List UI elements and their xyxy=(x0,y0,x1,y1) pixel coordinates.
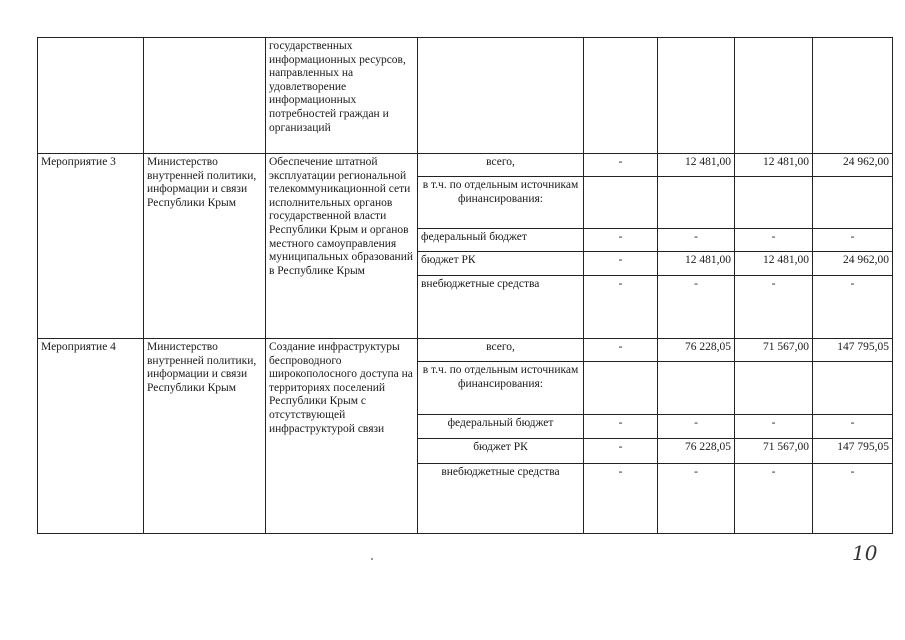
value-cell: - xyxy=(735,229,813,252)
continuation-description: государственных информационных ресурсов, направленных на удовлетворение информационных потребностей граждан и организаций xyxy=(266,38,418,154)
event-executor: Министерство внутренней политики, информации и связи Республики Крым xyxy=(144,339,266,534)
value-cell: 12 481,00 xyxy=(735,252,813,276)
value-cell: - xyxy=(584,229,658,252)
event-description: Создание инфраструктуры беспроводного широкополосного доступа на территориях поселений Республики Крым с отсутствующей инфраструктурой связи xyxy=(266,339,418,534)
value-cell: - xyxy=(658,229,735,252)
source-cell: в т.ч. по отдельным источникам финансирования: xyxy=(418,362,584,415)
source-cell: федеральный бюджет xyxy=(418,229,584,252)
event-description: Обеспечение штатной эксплуатации региональной телекоммуникационной сети исполнительных органов государственной власти Республики Крым и органов местного самоуправления муниципальных образований в Республике Крым xyxy=(266,154,418,339)
value-cell: - xyxy=(584,439,658,464)
source-cell: внебюджетные средства xyxy=(418,276,584,339)
event-executor: Министерство внутренней политики, информации и связи Республики Крым xyxy=(144,154,266,339)
value-cell: - xyxy=(658,415,735,439)
value-cell: 12 481,00 xyxy=(658,154,735,177)
source-cell: всего, xyxy=(418,154,584,177)
total-cell: 147 795,05 xyxy=(813,339,893,362)
table-row xyxy=(38,339,893,362)
continuation-row xyxy=(38,38,893,154)
total-cell: - xyxy=(813,276,893,339)
event-name: Мероприятие 4 xyxy=(38,339,144,534)
total-cell: - xyxy=(813,464,893,534)
value-cell xyxy=(584,177,658,229)
total-cell: 24 962,00 xyxy=(813,252,893,276)
value-cell: - xyxy=(584,276,658,339)
table-cell xyxy=(735,38,813,154)
table-cell xyxy=(418,38,584,154)
value-cell xyxy=(735,177,813,229)
value-cell: - xyxy=(584,339,658,362)
value-cell: - xyxy=(735,464,813,534)
page-number: 10 xyxy=(852,541,878,565)
total-cell: - xyxy=(813,415,893,439)
value-cell: 71 567,00 xyxy=(735,439,813,464)
budget-table xyxy=(37,37,893,534)
value-cell: - xyxy=(584,154,658,177)
table-cell xyxy=(584,38,658,154)
total-cell: - xyxy=(813,229,893,252)
value-cell: 71 567,00 xyxy=(735,339,813,362)
value-cell xyxy=(658,177,735,229)
table-cell xyxy=(658,38,735,154)
value-cell: - xyxy=(584,252,658,276)
table-cell xyxy=(144,38,266,154)
source-cell: бюджет РК xyxy=(418,439,584,464)
value-cell xyxy=(658,362,735,415)
event-name: Мероприятие 3 xyxy=(38,154,144,339)
total-cell xyxy=(813,177,893,229)
total-cell: 147 795,05 xyxy=(813,439,893,464)
source-cell: бюджет РК xyxy=(418,252,584,276)
source-cell: внебюджетные средства xyxy=(418,464,584,534)
total-cell xyxy=(813,362,893,415)
source-cell: всего, xyxy=(418,339,584,362)
value-cell: - xyxy=(584,415,658,439)
value-cell: 12 481,00 xyxy=(735,154,813,177)
value-cell: - xyxy=(735,276,813,339)
table-row xyxy=(38,154,893,177)
value-cell xyxy=(735,362,813,415)
value-cell: - xyxy=(658,464,735,534)
value-cell: 12 481,00 xyxy=(658,252,735,276)
source-cell: в т.ч. по отдельным источникам финансирования: xyxy=(418,177,584,229)
value-cell: - xyxy=(658,276,735,339)
scan-speck xyxy=(371,558,373,560)
value-cell: 76 228,05 xyxy=(658,439,735,464)
value-cell: - xyxy=(735,415,813,439)
value-cell xyxy=(584,362,658,415)
source-cell: федеральный бюджет xyxy=(418,415,584,439)
table-cell xyxy=(38,38,144,154)
table-cell xyxy=(813,38,893,154)
value-cell: 76 228,05 xyxy=(658,339,735,362)
value-cell: - xyxy=(584,464,658,534)
total-cell: 24 962,00 xyxy=(813,154,893,177)
